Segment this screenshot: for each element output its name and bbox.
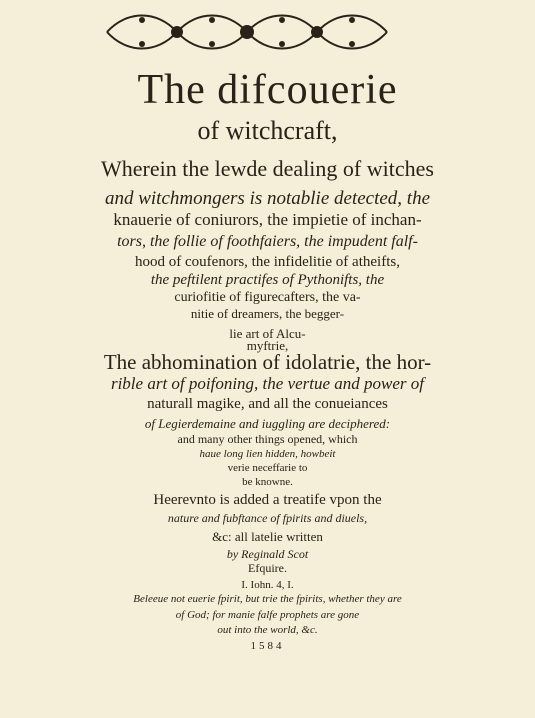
title-line-26: I. Iohn. 4, I. [241, 579, 294, 591]
title-line-16: of Legierdemaine and iuggling are deciphered: [144, 416, 391, 431]
title-line-3: Wherein the lewde dealing of witches [101, 156, 434, 181]
title-line-12: myftrie, [246, 338, 289, 353]
floral-ornament-icon [97, 6, 397, 58]
title-line-25: Efquire. [248, 561, 287, 575]
title-line-2: of witchcraft, [197, 116, 338, 145]
title-line-30: 1584 [250, 640, 285, 652]
title-line-8: the peftilent practifes of Pythonifts, the [150, 272, 385, 288]
title-line-23: &c: all latelie written [212, 529, 323, 544]
title-line-27: Beleeue not euerie fpirit, but trie the fpirits, whether they are [133, 593, 402, 605]
title-line-11: lie art of Alcu- [229, 326, 306, 341]
title-line-19: verie neceffarie to [227, 462, 308, 474]
title-line-1: The difcouerie [137, 67, 398, 113]
title-line-28: of God; for manie falfe prophets are gone [175, 609, 360, 621]
title-line-22: nature and fubftance of fpirits and diuels, [167, 511, 368, 525]
title-line-14: rible art of poifoning, the vertue and power of [110, 374, 425, 393]
title-line-10: nitie of dreamers, the begger- [190, 306, 345, 321]
title-line-6: tors, the follie of foothfaiers, the impudent falf- [117, 233, 418, 250]
title-line-20: be knowne. [242, 476, 293, 488]
title-line-7: hood of coufenors, the infidelitie of atheifts, [135, 254, 400, 270]
title-line-24: by Reginald Scot [226, 547, 309, 561]
title-line-5: knauerie of coniurors, the impietie of inchan- [113, 210, 422, 229]
title-line-29: out into the world, &c. [217, 624, 318, 636]
title-line-13: The abhomination of idolatrie, the hor- [103, 350, 432, 374]
title-line-21: Heerevnto is added a treatife vpon the [153, 492, 382, 508]
title-line-17: and many other things opened, which [177, 432, 358, 446]
title-line-9: curiofitie of figurecafters, the va- [174, 290, 361, 305]
title-line-4: and witchmongers is notablie detected, the [104, 188, 431, 209]
title-line-15: naturall magike, and all the conueiances [147, 396, 388, 412]
title-line-18: haue long lien hidden, howbeit [199, 448, 336, 460]
